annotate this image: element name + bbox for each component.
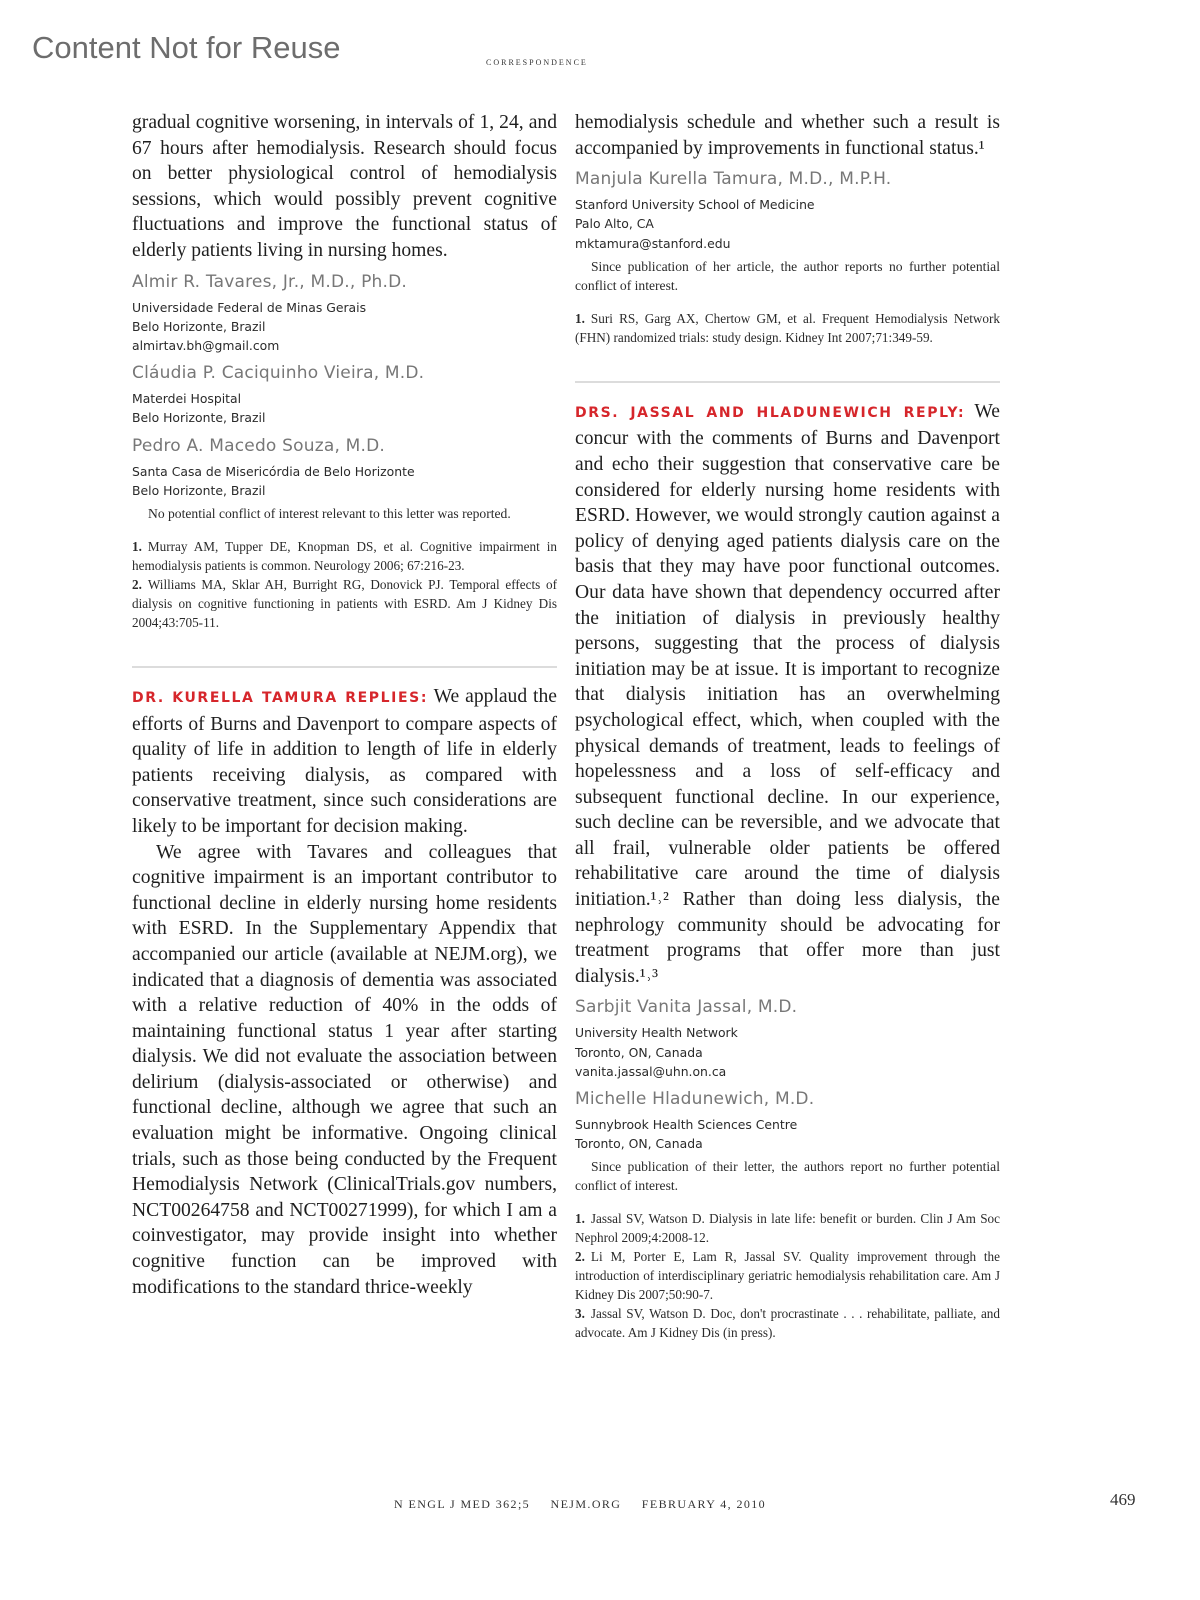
author-block <box>575 1089 1000 1153</box>
author-email: almirtav.bh@gmail.com <box>132 337 280 353</box>
footer-date: FEBRUARY 4, 2010 <box>641 1497 767 1511</box>
reply-heading: DRS. JASSAL AND HLADUNEWICH REPLY: <box>575 404 966 421</box>
affiliation-line: Stanford University School of Medicine <box>575 197 815 213</box>
author-email: vanita.jassal@uhn.on.ca <box>575 1063 727 1079</box>
reply-text: We concur with the comments of Burns and Davenport and echo their suggestion that conservative care be considered for elderly nursing home residents with ESRD. However, we would strongly caution against a policy of denying aged patients dialysis care on the basis that they may have poor functional outcomes. Our data have shown that dependency occurred after the initiation of dialysis in previously healthy persons, suggesting that the process of dialysis initiation may be at issue. It is important to recognize that dialysis initiation has an overwhelming psychological effect, which, when coupled with the physical demands of treatment, leads to feelings of hopelessness and a loss of self-efficacy and subsequent functional decline. In our experience, such decline can be reversible, and we advocate that all frail, vulnerable older patients be offered rehabilitative care around the time of dialysis initiation.¹˒² Rather than doing less dialysis, the nephrology community should be advocating for treatment programs that offer more than just dialysis.¹˒³ <box>575 400 1000 987</box>
reference-text: Jassal SV, Watson D. Doc, don't procrastinate . . . rehabilitate, palliate, and advocate. Am J Kidney Dis (in press). <box>575 1306 1000 1341</box>
reference-number: 2. <box>575 1249 585 1265</box>
reference-item <box>575 309 1000 347</box>
section-divider <box>575 381 1000 383</box>
affiliation-line: Materdei Hospital <box>132 391 242 407</box>
affiliation-line: University Health Network <box>575 1025 738 1041</box>
reference-item <box>575 1304 1000 1342</box>
reference-item <box>575 1209 1000 1247</box>
watermark: Content Not for Reuse <box>32 30 341 65</box>
reference-list <box>575 309 1000 347</box>
reply-paragraph <box>132 684 557 840</box>
page-number: 469 <box>1110 1490 1136 1509</box>
author-name: Almir R. Tavares, Jr., M.D., Ph.D. <box>132 271 407 292</box>
body-paragraph: hemodialysis schedule and whether such a result is accompanied by improvements in functional status.¹ <box>575 112 1000 159</box>
conflict-of-interest-note: Since publication of her article, the author reports no further potential conflict of interest. <box>575 258 1000 293</box>
footer-site: NEJM.ORG <box>550 1497 622 1511</box>
author-block <box>132 363 557 427</box>
author-block <box>575 169 1000 253</box>
affiliation-line: Belo Horizonte, Brazil <box>132 410 266 426</box>
author-name: Pedro A. Macedo Souza, M.D. <box>132 435 386 456</box>
author-name: Michelle Hladunewich, M.D. <box>575 1089 815 1110</box>
affiliation-line: Belo Horizonte, Brazil <box>132 318 266 334</box>
reference-number: 3. <box>575 1306 585 1322</box>
right-column <box>575 110 1000 1342</box>
affiliation-line: Sunnybrook Health Sciences Centre <box>575 1117 798 1133</box>
body-paragraph: We agree with Tavares and colleagues that cognitive impairment is an important contributor to functional decline in elderly nursing home residents with ESRD. In the Supplementary Appendix that accompanied our article (available at NEJM.org), we indicated that a diagnosis of dementia was associated with a relative reduction of 40% in the odds of maintaining functional status 1 year after starting dialysis. We did not evaluate the association between delirium (dialysis-associated or otherwise) and functional decline, although we agree that such an evaluation might be informative. Ongoing clinical trials, such as those being conducted by the Frequent Hemodialysis Network (ClinicalTrials.gov numbers, NCT00264758 and NCT00271999), for which I am a coinvestigator, may provide insight into whether cognitive function can be improved with modifications to the standard thrice-weekly <box>132 841 557 1298</box>
reference-text: Murray AM, Tupper DE, Knopman DS, et al. Cognitive impairment in hemodialysis patients is common. Neurology 2006; 67:216-23. <box>132 538 557 573</box>
running-head: correspondence <box>486 54 588 68</box>
reference-text: Li M, Porter E, Lam R, Jassal SV. Quality improvement through the introduction of interdisciplinary geriatric hemodialysis rehabilitation care. Am J Kidney Dis 2007;50:90-7. <box>575 1249 1000 1303</box>
reply-paragraph <box>575 399 1000 990</box>
reference-list <box>575 1209 1000 1342</box>
affiliation-line: Toronto, ON, Canada <box>575 1136 703 1152</box>
left-column <box>132 110 557 1300</box>
reference-number: 1. <box>575 1211 585 1227</box>
author-email: mktamura@stanford.edu <box>575 235 731 251</box>
reference-item <box>575 1247 1000 1304</box>
reference-list <box>132 537 557 632</box>
body-paragraph: gradual cognitive worsening, in intervals of 1, 24, and 67 hours after hemodialysis. Research should focus on better physiological control of hemodialysis sessions, which would possibly prevent cognitive fluctuations and improve the functional status of elderly patients living in nursing homes. <box>132 112 557 261</box>
conflict-of-interest-note: Since publication of their letter, the authors report no further potential conflict of interest. <box>575 1159 1000 1194</box>
reference-item <box>132 575 557 632</box>
author-name: Sarbjit Vanita Jassal, M.D. <box>575 997 798 1018</box>
page-footer <box>394 1497 782 1512</box>
conflict-of-interest-note: No potential conflict of interest relevant to this letter was reported. <box>148 505 511 521</box>
affiliation-line: Toronto, ON, Canada <box>575 1044 703 1060</box>
affiliation-line: Belo Horizonte, Brazil <box>132 482 266 498</box>
reference-item <box>132 537 557 575</box>
affiliation-line: Palo Alto, CA <box>575 216 654 232</box>
author-block <box>132 436 557 500</box>
author-name: Cláudia P. Caciquinho Vieira, M.D. <box>132 363 425 384</box>
reference-text: Williams MA, Sklar AH, Burright RG, Donovick PJ. Temporal effects of dialysis on cognitive functioning in patients with ESRD. Am J Kidney Dis 2004;43:705-11. <box>132 576 557 630</box>
affiliation-line: Universidade Federal de Minas Gerais <box>132 299 367 315</box>
reply-text: We applaud the efforts of Burns and Davenport to compare aspects of quality of life in addition to length of life in elderly patients receiving dialysis, as compared with conservative treatment, since such considerations are likely to be important for decision making. <box>132 685 557 837</box>
footer-journal: N ENGL J MED 362;5 <box>394 1497 531 1511</box>
affiliation-line: Santa Casa de Misericórdia de Belo Horizonte <box>132 463 415 479</box>
author-block <box>575 997 1000 1081</box>
reference-number: 1. <box>132 538 142 554</box>
reference-number: 2. <box>132 576 142 592</box>
reference-text: Jassal SV, Watson D. Dialysis in late life: benefit or burden. Clin J Am Soc Nephrol 2009;4:2008-12. <box>575 1211 1000 1246</box>
author-block <box>132 272 557 356</box>
reply-heading: DR. KURELLA TAMURA REPLIES: <box>132 689 429 706</box>
reference-number: 1. <box>575 310 585 326</box>
section-divider <box>132 666 557 668</box>
author-name: Manjula Kurella Tamura, M.D., M.P.H. <box>575 169 892 190</box>
reference-text: Suri RS, Garg AX, Chertow GM, et al. Frequent Hemodialysis Network (FHN) randomized trials: study design. Kidney Int 2007;71:349-59. <box>575 310 1000 345</box>
